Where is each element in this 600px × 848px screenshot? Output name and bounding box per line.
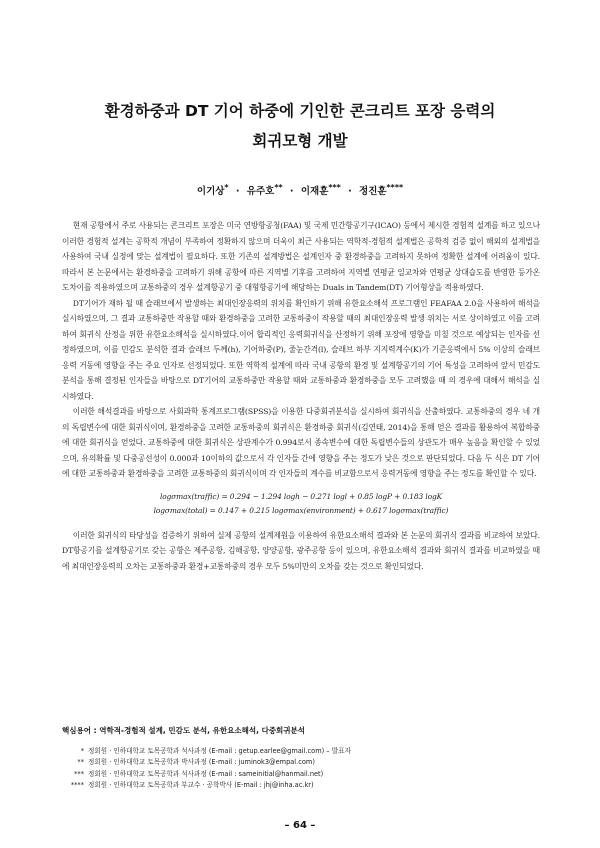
footnote-mark: ***	[74, 769, 84, 778]
author-name: 이기상	[196, 186, 225, 198]
author-separator: ·	[235, 186, 240, 198]
author-mark: ****	[386, 183, 404, 192]
regression-equations	[62, 490, 540, 518]
equation-traffic: logσmax(traffic) = 0.294 − 1.294 logh − 0.271 logl + 0.85 logP + 0.183 logK	[159, 491, 443, 501]
body-paragraph: DT기어가 재하 될 때 슬래브에서 발생하는 최대인장응력의 위치를 확인하기 위해 유한요소해석 프로그램인 FEAFAA 2.0을 사용하여 해석을 실시하였으며, 그 결과 교통하중만 작용할 때와 환경하중을 고려한 교통하중이 작용할 때의 최대인장응력 발생 위치는 서로 상이하였고 이를 고려하여 회귀식 산정을 위한 유한요소해석을 실시하였다.이어 합리적인 응력회귀식을 산정하기 위해 포장에 영향을 미칠 것으로 예상되는 인자를 선정하였으며, 이를 민감도 분석한 결과 슬래브 두께(h), 기어하중(P), 줄눈간격(l), 슬래브 하부 지지력계수(K)가 기준응력에서 5% 이상의 슬래브 응력 거동에 영향을 주는 주요 인자로 선정되었다. 또한 역학적 설계에 따라 국내 공항의 환경 및 설계항공기의 기어 특성을 고려하여 앞서 민감도 분석을 통해 결정된 인자들을 바탕으로 DT기어의 교통하중만 작용할 때와 교통하중과 환경하중을 모두 고려했을 때 의 경우에 대해서 해석을 실시하였다.	[62, 298, 540, 401]
page-number: – 64 –	[284, 820, 316, 831]
body-paragraph: 이러한 해석결과를 바탕으로 사회과학 통계프로그램(SPSS)을 이용한 다중회귀분석을 실시하여 회귀식을 산출하였다. 교통하중의 경우 네 개의 독립변수에 대한 회귀식이며, 환경하중을 고려한 교통하중의 회귀식은 환경하중 회귀식(김연태, 2014)을 통해 얻은 결과를 활용하여 복합하중에 대한 회귀식을 얻었다. 교통하중에 대한 회귀식은 상관계수가 0.994로서 종속변수에 대한 독립변수들의 상관도가 매우 높음을 확인할 수 있었으며, 유의확률 및 다중공선성이 0.000과 10이하의 값으로서 각 인자들 간에 영향을 주는 정도가 낮은 것으로 판단되었다. 다음 두 식은 DT 기어에 대한 교통하중과 환경하중을 고려한 교통하중의 회귀식이며 각 인자들의 계수를 비교함으로서 응력거동에 영향을 주는 정도를 확인할 수 있다.	[62, 407, 540, 478]
body-paragraph: 현재 공항에서 주로 사용되는 콘크리트 포장은 미국 연방항공청(FAA) 및 국제 민간항공기구(ICAO) 등에서 제시한 경험적 설계를 하고 있으나 이러한 경험적 설계는 공학적 개념이 부족하여 정확하지 않으며 더욱이 최근 사용되는 역학적-경험적 설계법은 공학적 검증 없이 해외의 설계법을 사용하여 국내 실정에 맞는 설계법이 필요하다. 또한 기존의 설계방법은 설계인자 중 환경하중을 고려하지 못하여 정확한 설계에 어려움이 있다. 따라서 본 논문에서는 환경하중을 고려하기 위해 공항에 따른 지역별 기후를 고려하여 지역별 연평균 일교차와 연평균 상대습도를 반영한 등가온도차이를 적용하였으며 교통하중의 경우 설계항공기 중 대형항공기에 해당하는 Duals in Tandem(DT) 기어형상을 적용하였다.	[62, 221, 540, 292]
paper-title	[40, 96, 560, 156]
footnote	[62, 780, 542, 791]
footnote-text: 정회원 · 인하대학교 토목공학과 석사과정 (E-mail : getup.earlee@gmail.com) – 발표자	[88, 747, 351, 755]
footnote	[62, 757, 542, 768]
footnote	[62, 746, 542, 757]
author-separator: ·	[348, 186, 352, 198]
body-paragraph: 이러한 회귀식의 타당성을 검증하기 위하여 실제 공항의 설계제원을 이용하여 유한요소해석 결과와 본 논문의 회귀식 결과를 비교하여 보았다. DT항공기를 설계항공기로 갖는 공항은 제주공항, 김해공항, 양양공항, 광주공항 등이 있으며, 유한요소해석 결과와 회귀식 결과를 비교하였을 때에 최대인장응력의 오차는 교통하중과 환경+교통하중의 경우 모두 5%미만의 오차를 갖는 것으로 확인되었다.	[62, 530, 540, 571]
author-name: 이재훈	[300, 186, 329, 198]
footnote-text: 정회원 · 인하대학교 토목공학과 부교수 · 공학박사 (E-mail : jhj@inha.ac.kr)	[88, 780, 314, 789]
footnote	[62, 769, 542, 780]
author-footnotes	[62, 746, 542, 791]
author-name: 유주호	[246, 186, 275, 198]
author-mark: **	[274, 183, 283, 192]
author-list	[0, 183, 600, 197]
footnote-mark: ****	[70, 780, 84, 789]
footnote-text: 정회원 · 인하대학교 토목공학과 박사과정 (E-mail : juminok3@empal.com)	[88, 758, 315, 767]
abstract-body	[62, 218, 540, 574]
footnote-mark: *	[80, 747, 84, 755]
footnote-text: 정회원 · 인하대학교 토목공학과 석사과정 (E-mail : sameinitial@hanmail.net)	[88, 769, 324, 778]
equation-total: logσmax(total) = 0.147 + 0.215 logσmax(environment) + 0.617 logσmax(traffic)	[153, 505, 449, 515]
author-separator: ·	[289, 186, 294, 198]
title-line-2: 회귀모형 개발	[252, 132, 348, 150]
title-line-1: 환경하중과 DT 기어 하중에 기인한 콘크리트 포장 응력의	[104, 102, 496, 120]
author-name: 정진훈	[359, 186, 387, 198]
keywords-line: 핵심용어 : 역학적-경험적 설계, 민감도 분석, 유한요소해석, 다중회귀분석	[62, 726, 306, 735]
author-mark: *	[224, 183, 229, 192]
footnote-mark: **	[77, 758, 84, 767]
author-mark: ***	[328, 183, 341, 192]
